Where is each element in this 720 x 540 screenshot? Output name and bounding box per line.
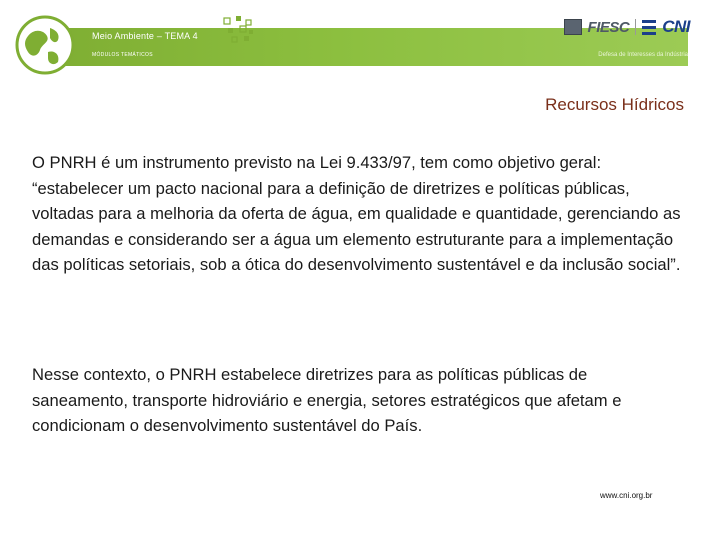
cni-emblem-icon <box>642 20 656 35</box>
paragraph-1: O PNRH é um instrumento previsto na Lei 9.433/97, tem como objetivo geral: “estabelecer um pacto nacional para a definição de diretrizes e políticas públicas, voltadas para a melhoria da oferta de água, em qualidade e quantidade, gerenciando as demandas e considerando ser a água um elemento estruturante para a implementação das políticas setoriais, sob a ótica do desenvolvimento sustentável e da inclusão social”. <box>32 153 681 274</box>
slide-title: Recursos Hídricos <box>545 95 684 114</box>
band-title: Meio Ambiente – TEMA 4 <box>92 31 198 41</box>
header-banner <box>0 0 720 75</box>
globe-icon <box>14 14 76 76</box>
band-subtitle: MÓDULOS TEMÁTICOS <box>92 52 153 58</box>
band-tagline: Defesa de Interesses da Indústria <box>598 52 688 58</box>
footer-link[interactable]: www.cni.org.br <box>600 491 653 500</box>
logo-divider <box>635 19 636 35</box>
paragraph-2: Nesse contexto, o PNRH estabelece diretrizes para as políticas públicas de saneamento, transporte hidroviário e energia, setores estratégicos que afetam e condicionam o desenvolvimento sustentável do País. <box>32 365 622 435</box>
fiesc-emblem-icon <box>564 19 582 35</box>
decorative-squares-icon <box>222 16 256 46</box>
cni-logo: CNI <box>662 17 690 36</box>
partner-logos <box>564 16 690 38</box>
fiesc-logo: FIESC <box>587 18 630 36</box>
